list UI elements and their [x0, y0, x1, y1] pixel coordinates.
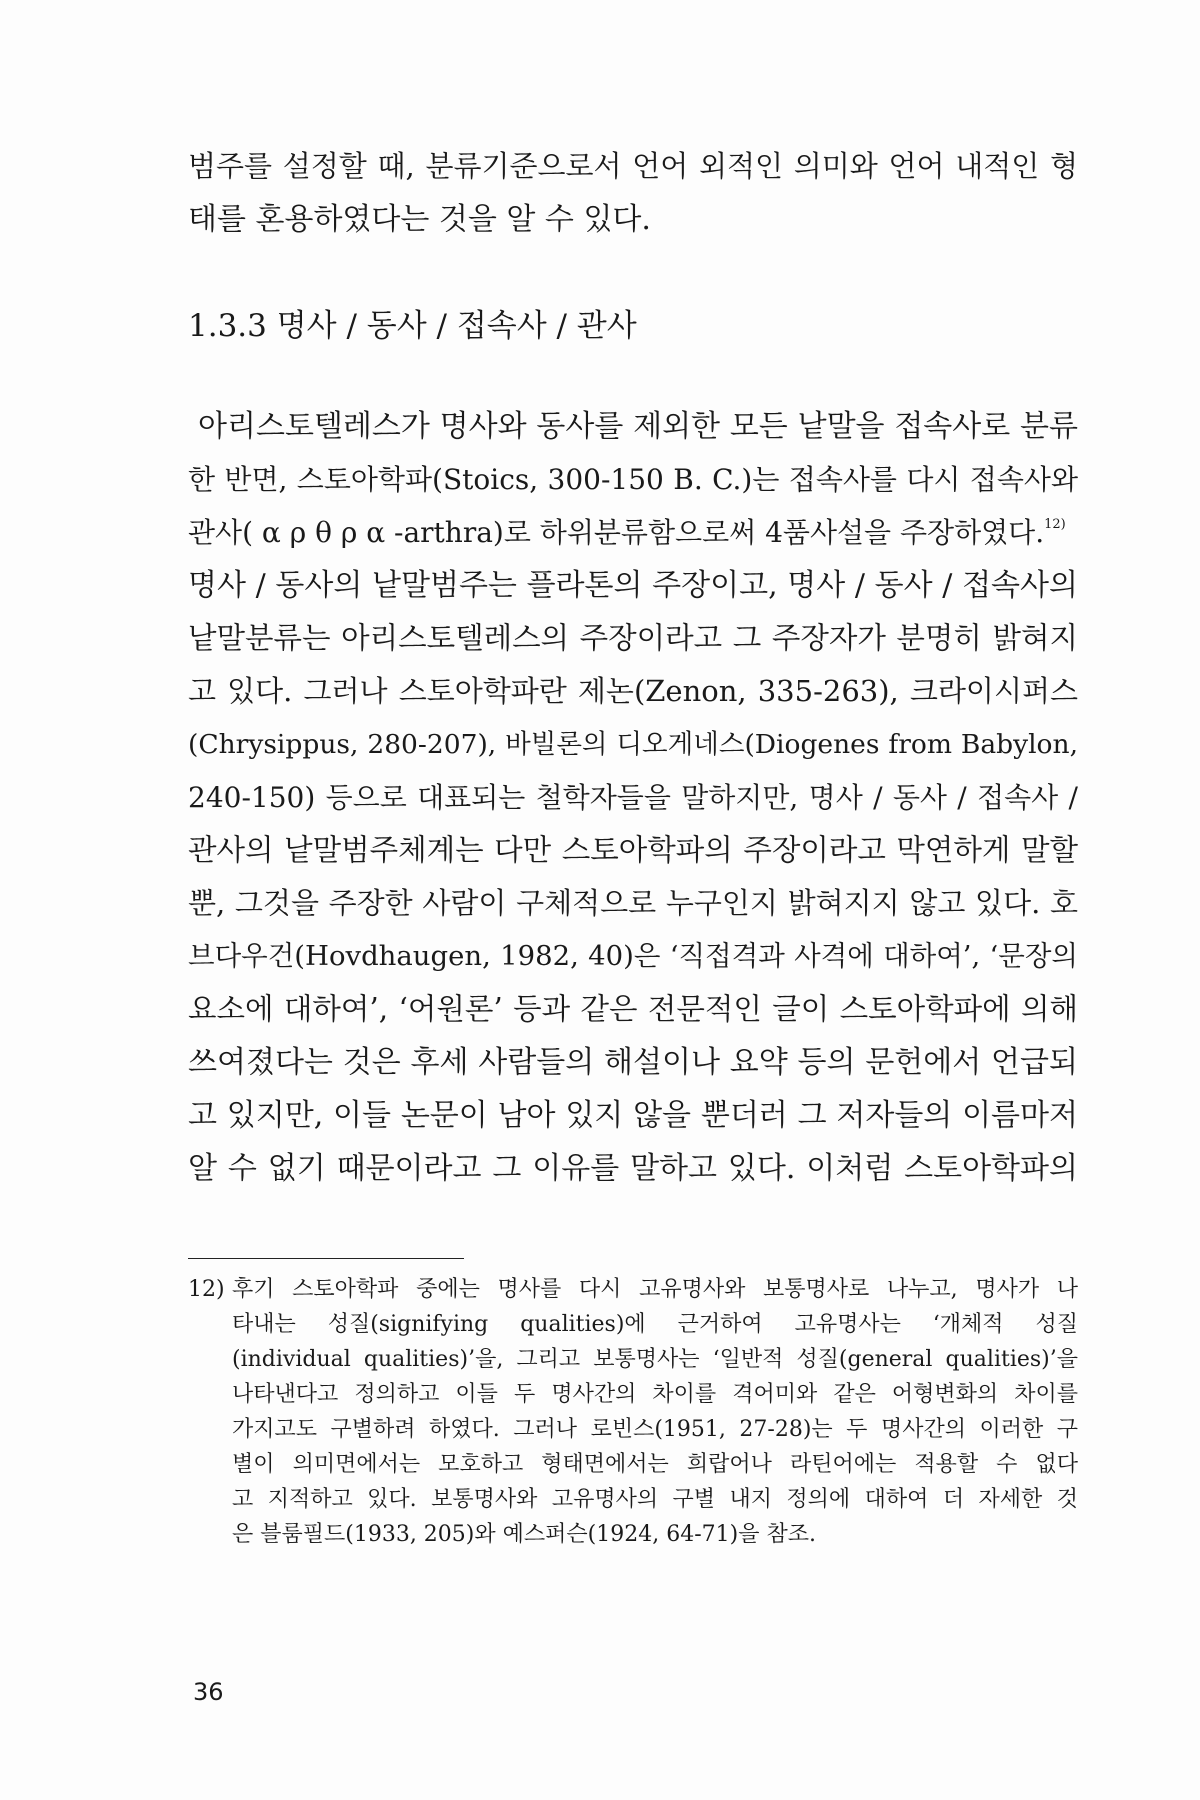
footnote-line: 타내는 성질(signifying qualities)에 근거하여 고유명사는 ‘개체적 성질 — [232, 1312, 1078, 1337]
text-line: 태를 혼용하였다는 것을 알 수 있다. — [188, 202, 651, 237]
footnote-body — [232, 1272, 1078, 1552]
text-line: 아리스토텔레스가 명사와 동사를 제외한 모든 낱말을 접속사로 분류 — [198, 409, 1078, 444]
text-line: 브다우건(Hovdhaugen, 1982, 40)은 ‘직접격과 사격에 대하여’, ‘문장의 — [188, 940, 1078, 972]
page-number: 36 — [193, 1678, 224, 1706]
text-line: 범주를 설정할 때, 분류기준으로서 언어 외적인 의미와 언어 내적인 형 — [188, 149, 1078, 183]
text-line: 쓰여졌다는 것은 후세 사람들의 해설이나 요약 등의 문헌에서 언급되 — [188, 1045, 1078, 1080]
footnote-divider — [188, 1258, 464, 1259]
footnote-line: (individual qualities)’을, 그리고 보통명사는 ‘일반적 성질(general qualities)’을 — [232, 1347, 1078, 1372]
footnote-line: 별이 의미면에서는 모호하고 형태면에서는 희랍어나 라틴어에는 적용할 수 없다 — [232, 1452, 1078, 1477]
footnote-number: 12) — [188, 1277, 225, 1302]
footnote-line: 후기 스토아학파 중에는 명사를 다시 고유명사와 보통명사로 나누고, 명사가 나 — [232, 1277, 1078, 1302]
text-line: 알 수 없기 때문이라고 그 이유를 말하고 있다. 이처럼 스토아학파의 — [188, 1151, 1078, 1186]
text-line: 관사( α ρ θ ρ α -arthra)로 하위분류함으로써 4품사설을 주장하였다. — [188, 516, 1045, 549]
text-line: 뿐, 그것을 주장한 사람이 구체적으로 누구인지 밝혀지지 않고 있다. 호 — [188, 886, 1078, 920]
text-line: 낱말분류는 아리스토텔레스의 주장이라고 그 주장자가 분명히 밝혀지 — [188, 621, 1078, 655]
footnote-line: 고 지적하고 있다. 보통명사와 고유명사의 구별 내지 정의에 대하여 더 자세한 것 — [232, 1487, 1078, 1512]
text-line: 요소에 대하여’, ‘어원론’ 등과 같은 전문적인 글이 스토아학파에 의해 — [188, 992, 1078, 1026]
footnote-line: 나타낸다고 정의하고 이들 두 명사간의 차이를 격어미와 같은 어형변화의 차이를 — [232, 1382, 1078, 1407]
intro-paragraph — [188, 140, 1078, 246]
footnote-line: 은 블룸필드(1933, 205)와 예스퍼슨(1924, 64-71)을 참조. — [232, 1522, 816, 1547]
text-line: 고 있다. 그러나 스토아학파란 제논(Zenon, 335-263), 크라이시퍼스 — [188, 674, 1078, 708]
text-line-with-footnote — [188, 506, 1078, 559]
text-line: (Chrysippus, 280-207), 바빌론의 디오게네스(Diogenes from Babylon, — [188, 729, 1078, 760]
text-line: 고 있지만, 이들 논문이 남아 있지 않을 뿐더러 그 저자들의 이름마저 — [188, 1098, 1078, 1133]
footnote-reference[interactable]: 12) — [1044, 516, 1066, 532]
text-line: 명사 / 동사의 낱말범주는 플라톤의 주장이고, 명사 / 동사 / 접속사의 — [188, 568, 1078, 603]
section-heading: 1.3.3 명사 / 동사 / 접속사 / 관사 — [188, 308, 637, 344]
footnote-line: 가지고도 구별하려 하였다. 그러나 로빈스(1951, 27-28)는 두 명사간의 이러한 구 — [232, 1417, 1078, 1442]
body-paragraph — [188, 400, 1078, 1195]
text-line: 관사의 낱말범주체계는 다만 스토아학파의 주장이라고 막연하게 말할 — [188, 833, 1078, 867]
text-line: 240-150) 등으로 대표되는 철학자들을 말하지만, 명사 / 동사 / 접속사 / — [188, 781, 1078, 814]
text-line: 한 반면, 스토아학파(Stoics, 300-150 B. C.)는 접속사를 다시 접속사와 — [188, 463, 1078, 496]
